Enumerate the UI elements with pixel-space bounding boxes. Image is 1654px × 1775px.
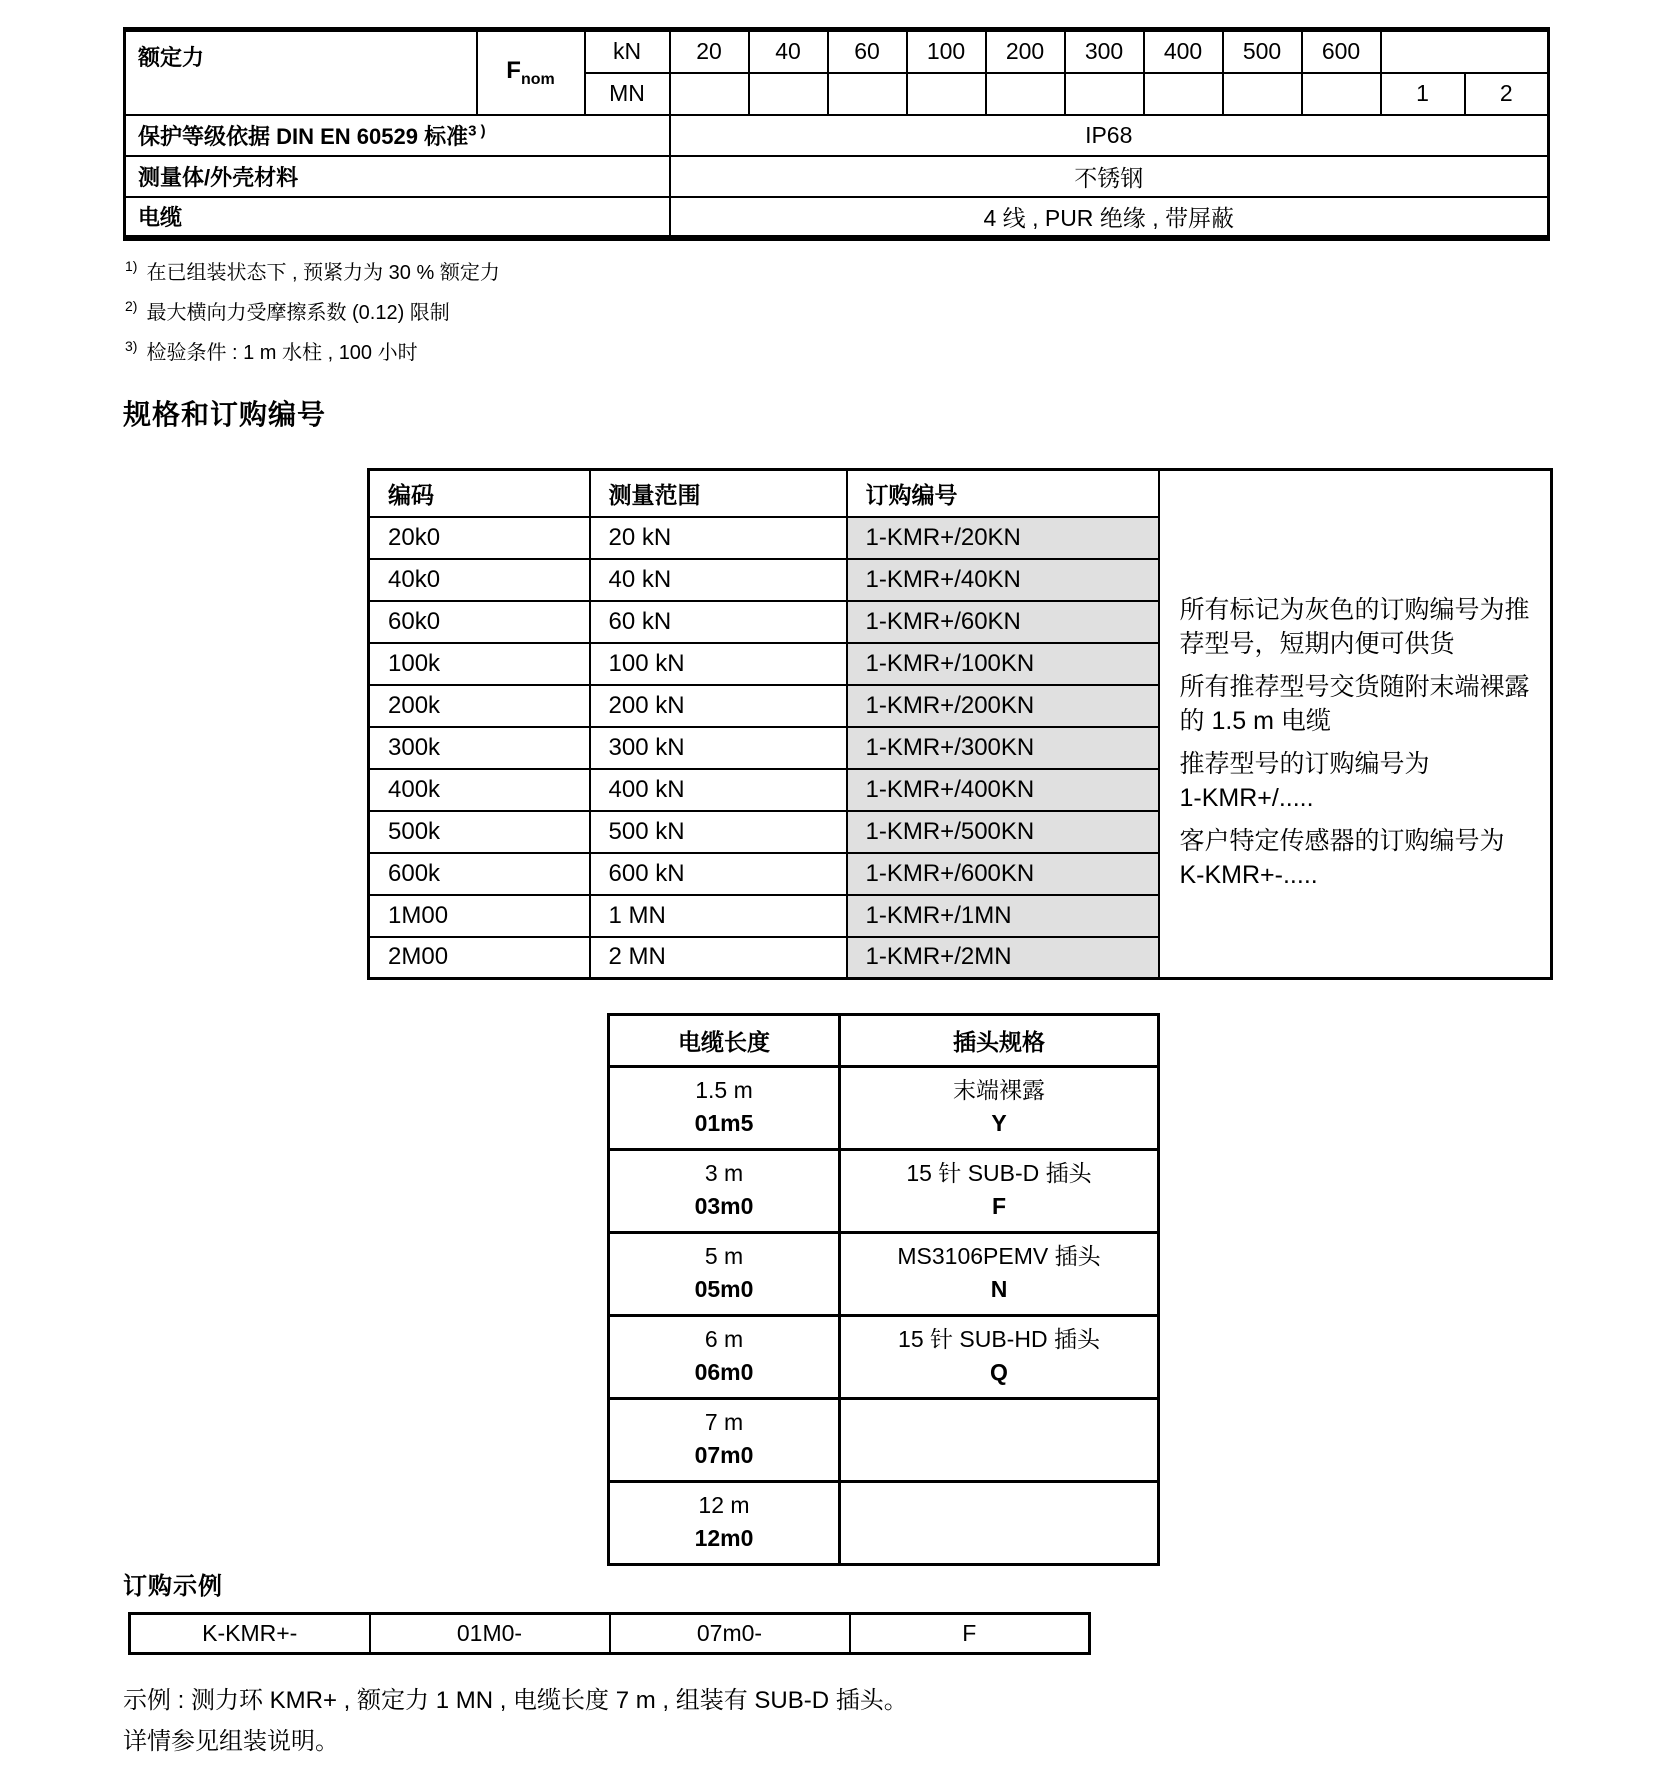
- code-cell: 500k: [369, 811, 590, 853]
- length-cell: 7 m 07m0: [609, 1399, 840, 1482]
- spec-row-value: 4 线 , PUR 绝缘 , 带屏蔽: [670, 197, 1549, 238]
- order-no-cell: 1-KMR+/200KN: [847, 685, 1159, 727]
- plug-cell: 15 针 SUB-D 插头 F: [840, 1150, 1159, 1233]
- kn-value: 40: [749, 30, 828, 73]
- code-cell: 200k: [369, 685, 590, 727]
- spec-row: [125, 115, 1549, 156]
- footnote: $^{3)}$ 检验条件 : 1 m 水柱 , 100 小时: [125, 338, 418, 364]
- order-no-cell: 1-KMR+/2MN: [847, 937, 1159, 979]
- order-no-cell: 1-KMR+/100KN: [847, 643, 1159, 685]
- col-header-order-no: 订购编号: [847, 470, 1159, 517]
- plug-cell: 15 针 SUB-HD 插头 Q: [840, 1316, 1159, 1399]
- unit-mn: MN: [585, 73, 670, 115]
- kn-value: 100: [907, 30, 986, 73]
- code-cell: 40k0: [369, 559, 590, 601]
- spec-row-value: IP68: [670, 115, 1549, 156]
- empty-cell: [907, 73, 986, 115]
- example-cell: K-KMR+-: [130, 1614, 370, 1654]
- range-cell: 400 kN: [590, 769, 847, 811]
- range-cell: 600 kN: [590, 853, 847, 895]
- length-cell: 6 m 06m0: [609, 1316, 840, 1399]
- example-description-line: 示例 : 测力环 KMR+ , 额定力 1 MN , 电缆长度 7 m , 组装有 SUB-D 插头。: [123, 1687, 908, 1714]
- code-cell: 600k: [369, 853, 590, 895]
- footnote: $^{1)}$ 在已组装状态下 , 预紧力为 30 % 额定力: [125, 258, 500, 284]
- range-cell: 500 kN: [590, 811, 847, 853]
- col-header-code: 编码: [369, 470, 590, 517]
- kn-row: [125, 30, 1549, 73]
- plug-cell: 末端裸露 Y: [840, 1067, 1159, 1150]
- empty-cell: [1144, 73, 1223, 115]
- spec-row-value: 不锈钢: [670, 156, 1549, 197]
- order-no-cell: 1-KMR+/1MN: [847, 895, 1159, 937]
- empty-cell: [749, 73, 828, 115]
- kn-value: 200: [986, 30, 1065, 73]
- code-cell: 2M00: [369, 937, 590, 979]
- range-cell: 60 kN: [590, 601, 847, 643]
- code-cell: 100k: [369, 643, 590, 685]
- order-note: 推荐型号的订购编号为 1-KMR+/.....: [1179, 750, 1430, 812]
- spec-row-label: 保护等级依据 DIN EN 60529 标准$^{3 )}$: [125, 115, 670, 156]
- spec-row-label: 测量体/外壳材料: [125, 156, 670, 197]
- plug-cell: [840, 1482, 1159, 1565]
- range-cell: 20 kN: [590, 517, 847, 559]
- order-no-cell: 1-KMR+/500KN: [847, 811, 1159, 853]
- order-no-cell: 1-KMR+/600KN: [847, 853, 1159, 895]
- example-cell: 07m0-: [610, 1614, 850, 1654]
- order-no-cell: 1-KMR+/400KN: [847, 769, 1159, 811]
- cable-table-header-row: [609, 1015, 1159, 1067]
- order-table-header-row: [369, 470, 1552, 517]
- length-cell: 5 m 05m0: [609, 1233, 840, 1316]
- kn-value: 400: [1144, 30, 1223, 73]
- code-cell: 20k0: [369, 517, 590, 559]
- kn-value: 300: [1065, 30, 1144, 73]
- example-row: [130, 1614, 1090, 1654]
- order-note: 所有标记为灰色的订购编号为推 荐型号，短期内便可供货: [1179, 596, 1530, 658]
- footnotes: [125, 256, 500, 376]
- length-cell: 12 m 12m0: [609, 1482, 840, 1565]
- order-note: 所有推荐型号交货随附末端裸露 的 1.5 m 电缆: [1179, 673, 1530, 735]
- cable-row: [609, 1233, 1159, 1316]
- kn-value: 500: [1223, 30, 1302, 73]
- plug-cell: [840, 1399, 1159, 1482]
- example-description-line: 详情参见组装说明。: [123, 1728, 339, 1755]
- length-cell: 3 m 03m0: [609, 1150, 840, 1233]
- example-cell: F: [850, 1614, 1090, 1654]
- col-header-cable-length: 电缆长度: [609, 1015, 840, 1067]
- order-no-cell: 1-KMR+/300KN: [847, 727, 1159, 769]
- code-cell: 1M00: [369, 895, 590, 937]
- col-header-plug: 插头规格: [840, 1015, 1159, 1067]
- cable-plug-table: [607, 1013, 1160, 1566]
- code-cell: 300k: [369, 727, 590, 769]
- empty-cell: [828, 73, 907, 115]
- cable-row: [609, 1316, 1159, 1399]
- kn-value: 60: [828, 30, 907, 73]
- section-title: 规格和订购编号: [123, 399, 327, 430]
- fnom-symbol: $F_{nom}$: [477, 30, 585, 115]
- order-note: 客户特定传感器的订购编号为 K-KMR+-.....: [1179, 827, 1505, 889]
- empty-cell: [670, 73, 749, 115]
- mn-value: 2: [1465, 73, 1549, 115]
- spec-row-label: 电缆: [125, 197, 670, 238]
- mn-value: 1: [1381, 73, 1465, 115]
- nominal-force-label: 额定力: [125, 30, 477, 115]
- cable-row: [609, 1150, 1159, 1233]
- cable-row: [609, 1067, 1159, 1150]
- code-cell: 60k0: [369, 601, 590, 643]
- length-cell: 1.5 m 01m5: [609, 1067, 840, 1150]
- unit-kn: kN: [585, 30, 670, 73]
- code-cell: 400k: [369, 769, 590, 811]
- spec-row: [125, 156, 1549, 197]
- example-description: [123, 1680, 908, 1762]
- example-table: [128, 1612, 1091, 1655]
- nominal-force-spec-table: [123, 27, 1550, 241]
- kn-value: 20: [670, 30, 749, 73]
- empty-cell: [1065, 73, 1144, 115]
- empty-cell: [1302, 73, 1381, 115]
- footnote: $^{2)}$ 最大横向力受摩擦系数 (0.12) 限制: [125, 298, 450, 324]
- order-table: [367, 468, 1553, 980]
- col-header-range: 测量范围: [590, 470, 847, 517]
- spec-row: [125, 197, 1549, 238]
- order-notes: [1159, 470, 1552, 979]
- kn-value: 600: [1302, 30, 1381, 73]
- empty-cell: [1223, 73, 1302, 115]
- plug-cell: MS3106PEMV 插头 N: [840, 1233, 1159, 1316]
- cable-row: [609, 1399, 1159, 1482]
- empty-cell: [986, 73, 1065, 115]
- order-no-cell: 1-KMR+/20KN: [847, 517, 1159, 559]
- range-cell: 1 MN: [590, 895, 847, 937]
- order-no-cell: 1-KMR+/40KN: [847, 559, 1159, 601]
- order-no-cell: 1-KMR+/60KN: [847, 601, 1159, 643]
- range-cell: 40 kN: [590, 559, 847, 601]
- range-cell: 100 kN: [590, 643, 847, 685]
- empty-cell: [1381, 30, 1549, 73]
- cable-row: [609, 1482, 1159, 1565]
- range-cell: 2 MN: [590, 937, 847, 979]
- range-cell: 200 kN: [590, 685, 847, 727]
- example-title: 订购示例: [123, 1573, 223, 1600]
- range-cell: 300 kN: [590, 727, 847, 769]
- example-cell: 01M0-: [370, 1614, 610, 1654]
